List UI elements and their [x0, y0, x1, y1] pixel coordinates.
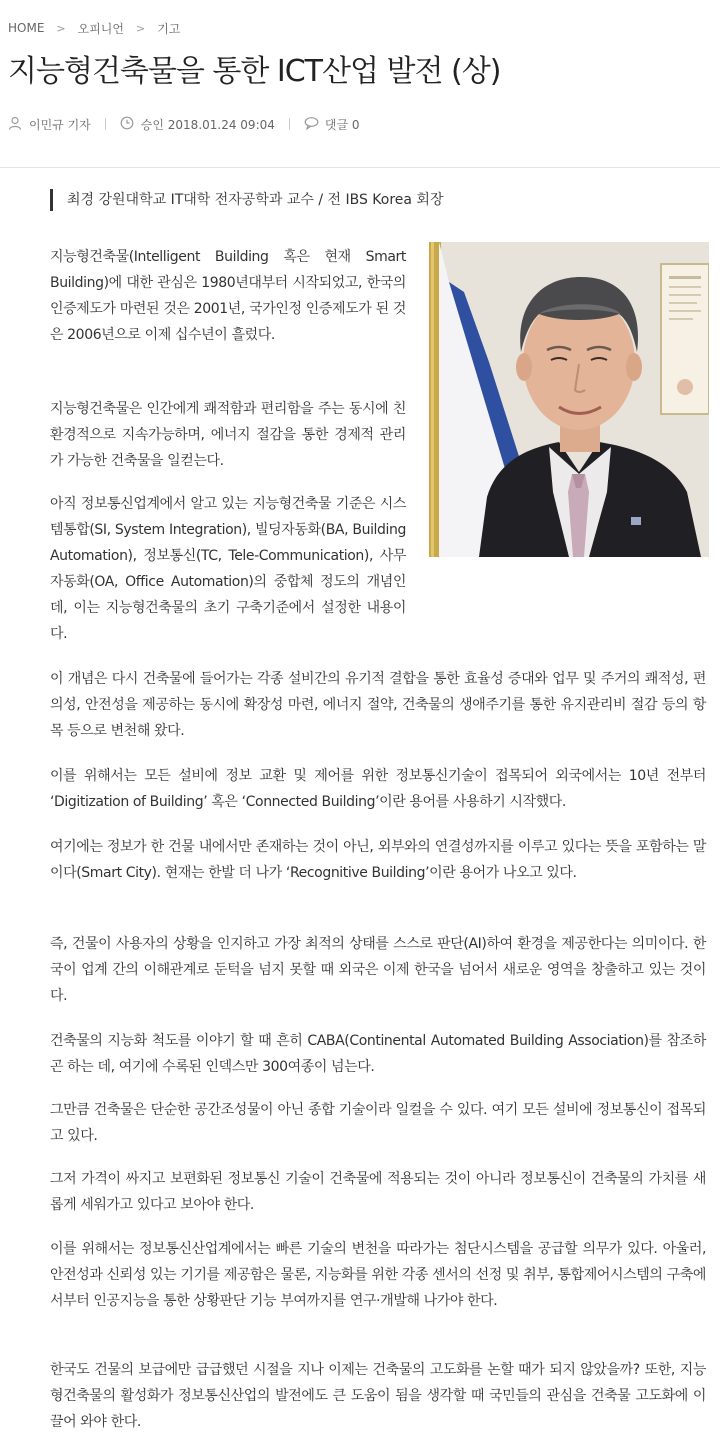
article-paragraph: 건축물의 지능화 척도를 이야기 할 때 흔히 CABA(Continental Automated Building Association)를 참조하곤 하는 데, 여기에 수록된 인덱스만 300여종이 넘는다.: [50, 1033, 706, 1075]
clock-icon: [120, 116, 136, 132]
comment-icon: [304, 116, 320, 132]
article-paragraph: 즉, 건물이 사용자의 상황을 인지하고 가장 최적의 상태를 스스로 판단(AI)하여 환경을 제공한다는 의미이다. 한국이 업계 간의 이해관계로 둔턱을 넘지 못할 때 외국은 이제 한국을 넘어서 새로운 영역을 창출하고 있는 것이다.: [50, 936, 706, 1004]
author-info: [8, 116, 91, 133]
article-paragraph: 이를 위해서는 정보통신산업계에서는 빠른 기술의 변천을 따라가는 첨단시스템을 공급할 의무가 있다. 아울러, 안전성과 신뢰성 있는 기기를 제공함은 물론, 지능화를 위한 각종 센서의 선정 및 취부, 통합제어시스템의 구축에서부터 인공지능을 통한 상황판단 기능 부여까지를 연구·개발해 나가야 한다.: [50, 1241, 706, 1309]
header-divider: [0, 167, 720, 168]
breadcrumb-section[interactable]: 오피니언: [77, 21, 124, 36]
chevron-right-icon: >: [136, 21, 146, 35]
author-name[interactable]: 이민규 기자: [29, 117, 91, 132]
article-paragraph: 이를 위해서는 모든 설비에 정보 교환 및 제어를 위한 정보통신기술이 접목되어 외국에서는 10년 전부터 ‘Digitization of Building’ 혹은 ‘Connected Building’이란 용어를 사용하기 시작했다.: [50, 768, 706, 810]
article-paragraph: 여기에는 정보가 한 건물 내에서만 존재하는 것이 아닌, 외부와의 연결성까지를 이루고 있다는 뜻을 포함하는 말이다(Smart City). 현재는 한발 더 나가 ‘Recognitive Building’이란 용어가 나오고 있다.: [50, 839, 706, 881]
breadcrumb: [8, 18, 180, 38]
article-paragraph: 지능형건축물은 인간에게 쾌적함과 편리함을 주는 동시에 친환경적으로 지속가능하며, 에너지 절감을 통한 경제적 관리가 가능한 건축물을 일컫는다.: [50, 401, 406, 469]
author-byline: 최경 강원대학교 IT대학 전자공학과 교수 / 전 IBS Korea 회장: [50, 189, 443, 211]
meta-divider: [105, 118, 106, 130]
article-paragraph: 이 개념은 다시 건축물에 들어가는 각종 설비간의 유기적 결합을 통한 효율성 증대와 업무 및 주거의 쾌적성, 편의성, 안전성을 제공하는 동시에 확장성 마련, 에너지 절약, 건축물의 생애주기를 통한 유지관리비 절감 등의 항목 등으로 변천해 왔다.: [50, 671, 706, 739]
article-paragraph: 지능형건축물(Intelligent Building 혹은 현재 Smart Building)에 대한 관심은 1980년대부터 시작되었고, 한국의 인증제도가 마련된 것은 2001년, 국가인정 인증제도가 된 것은 2006년으로 이제 십수년이 흘렀다.: [50, 249, 406, 343]
breadcrumb-home[interactable]: HOME: [8, 21, 45, 35]
comment-count[interactable]: 댓글 0: [324, 117, 360, 132]
article-paragraph: 그저 가격이 싸지고 보편화된 정보통신 기술이 건축물에 적용되는 것이 아니라 정보통신이 건축물의 가치를 새롭게 세워가고 있다고 보아야 한다.: [50, 1171, 706, 1213]
article-paragraph: 그만큼 건축물은 단순한 공간조성물이 아닌 종합 기술이라 일컬을 수 있다. 여기 모든 설비에 정보통신이 접목되고 있다.: [50, 1102, 706, 1144]
page-title: 지능형건축물을 통한 ICT산업 발전 (상): [8, 54, 501, 89]
article-paragraph: 아직 정보통신업계에서 알고 있는 지능형건축물 기준은 시스템통합(SI, System Integration), 빌딩자동화(BA, Building Automation), 정보통신(TC, Tele-Communication), 사무자동화(OA, Office Automation)의 중합체 정도의 개념인데, 이는 지능형건축물의 초기 구축기준에서 설정한 내용이다.: [50, 496, 406, 642]
article-paragraph: 한국도 건물의 보급에만 급급했던 시절을 지나 이제는 건축물의 고도화를 논할 때가 되지 않았을까? 또한, 지능형건축물의 활성화가 정보통신산업의 발전에도 큰 도움이 됨을 생각할 때 국민들의 관심을 건축물 고도화에 이끌어 와야 한다.: [50, 1362, 706, 1430]
meta-divider: [289, 118, 290, 130]
user-icon: [8, 116, 24, 132]
approved-date: 승인 2018.01.24 09:04: [140, 117, 275, 132]
article-meta: [8, 115, 360, 133]
chevron-right-icon: >: [56, 21, 66, 35]
breadcrumb-category[interactable]: 기고: [157, 21, 181, 36]
comments-info[interactable]: [304, 116, 360, 133]
approved-info: [120, 116, 275, 133]
author-photo: [429, 242, 709, 557]
